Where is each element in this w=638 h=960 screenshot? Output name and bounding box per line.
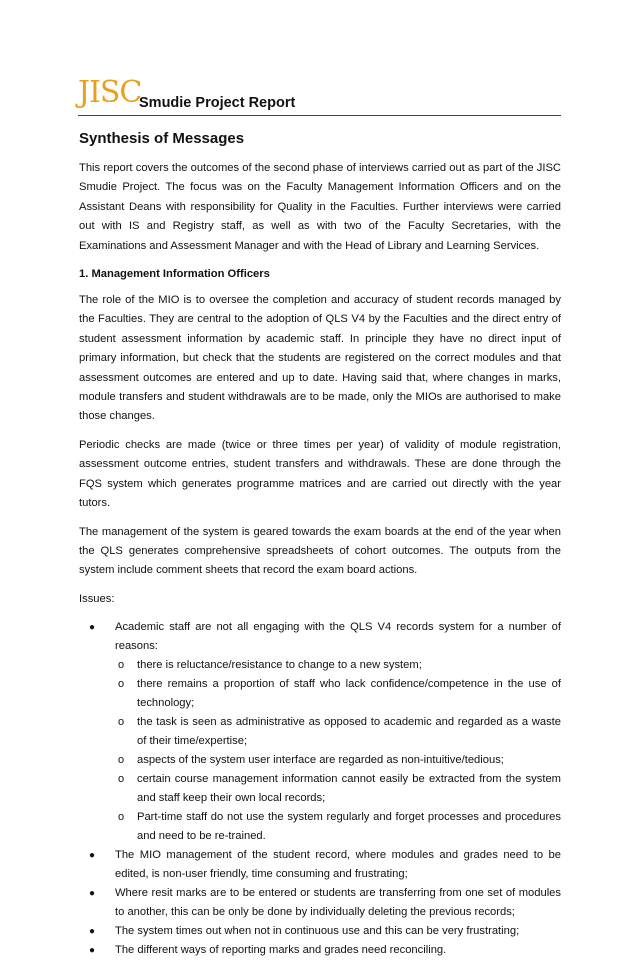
bullet-icon: ● bbox=[89, 622, 96, 634]
bullet-icon: ● bbox=[89, 850, 96, 862]
section-heading: 1. Management Information Officers bbox=[79, 268, 270, 281]
sub-list-item-text: there is reluctance/resistance to change to a new system; bbox=[137, 659, 422, 672]
issues-list bbox=[79, 618, 561, 960]
page-header bbox=[78, 75, 561, 116]
bullet-icon: ● bbox=[89, 945, 96, 957]
body-paragraph-3: The management of the system is geared towards the exam boards at the end of the year when the QLS generates comprehensive spreadsheets of cohort outcomes. The outputs from the system include comment sheets that record the exam board actions. bbox=[79, 525, 561, 577]
circle-bullet-icon: o bbox=[118, 716, 125, 729]
circle-bullet-icon: o bbox=[118, 773, 125, 786]
sub-list-item bbox=[118, 751, 561, 770]
list-item-text: The system times out when not in continuous use and this can be very frustrating; bbox=[115, 925, 520, 938]
sub-list-item-text: aspects of the system user interface are regarded as non-intuitive/tedious; bbox=[137, 754, 504, 767]
list-item bbox=[89, 618, 561, 846]
sub-list-item bbox=[118, 713, 561, 751]
document-body bbox=[79, 129, 561, 960]
sub-list-item-text: there remains a proportion of staff who lack confidence/competence in the use of technology; bbox=[137, 678, 561, 710]
bullet-icon: ● bbox=[89, 888, 96, 900]
circle-bullet-icon: o bbox=[118, 754, 125, 767]
circle-bullet-icon: o bbox=[118, 811, 125, 824]
issues-label: Issues: bbox=[79, 592, 115, 605]
header-divider bbox=[78, 115, 561, 116]
bullet-icon: ● bbox=[89, 926, 96, 938]
body-paragraph-2: Periodic checks are made (twice or three times per year) of validity of module registration, assessment outcome entries, student transfers and withdrawals. These are done through the FQS system which generates programme matrices and are carried out directly with the year tutors. bbox=[79, 438, 561, 510]
sub-list-item-text: the task is seen as administrative as opposed to academic and regarded as a waste of their time/expertise; bbox=[137, 716, 561, 748]
sub-list-item-text: certain course management information cannot easily be extracted from the system and staff keep their own local records; bbox=[137, 773, 561, 805]
jisc-logo: JISC bbox=[78, 75, 142, 110]
body-paragraph-1: The role of the MIO is to oversee the completion and accuracy of student records managed by the Faculties. They are central to the adoption of QLS V4 by the Faculties and the direct entry of student assessment information by academic staff. In principle they have no direct input of primary information, but check that the students are registered on the correct modules and that assessment outcomes are entered and up to date. Having said that, where changes in marks, module transfers and student withdrawals are to be made, only the MIOs are authorised to make those changes. bbox=[79, 294, 561, 423]
sub-list-item bbox=[118, 656, 561, 675]
list-item bbox=[89, 884, 561, 922]
circle-bullet-icon: o bbox=[118, 659, 125, 672]
list-item-text: Where resit marks are to be entered or students are transferring from one set of modules to another, this can be only be done by individually deleting the previous records; bbox=[115, 887, 561, 919]
intro-paragraph: This report covers the outcomes of the second phase of interviews carried out as part of the JISC Smudie Project. The focus was on the Faculty Management Information Officers and on the Assistant Deans with responsibility for Quality in the Faculties. Further interviews were carried out with IS and Registry staff, as well as with two of the Faculty Secretaries, with the Examinations and Assessment Manager and with the Head of Library and Learning Services. bbox=[79, 162, 561, 252]
sub-list-item bbox=[118, 675, 561, 713]
list-item bbox=[89, 941, 561, 960]
sub-list-item bbox=[118, 808, 561, 846]
list-item-text: The MIO management of the student record, where modules and grades need to be edited, is non-user friendly, time consuming and frustrating; bbox=[115, 849, 561, 881]
list-item-text: The different ways of reporting marks and grades need reconciling. bbox=[115, 944, 447, 957]
sub-list-item bbox=[118, 770, 561, 808]
list-item bbox=[89, 922, 561, 941]
sub-list bbox=[115, 656, 561, 846]
circle-bullet-icon: o bbox=[118, 678, 125, 691]
list-item bbox=[89, 846, 561, 884]
list-item-text: Academic staff are not all engaging with the QLS V4 records system for a number of reasons: bbox=[115, 621, 561, 653]
sub-list-item-text: Part-time staff do not use the system regularly and forget processes and procedures and need to be re-trained. bbox=[137, 811, 561, 843]
page-heading: Synthesis of Messages bbox=[79, 130, 245, 147]
report-title: Smudie Project Report bbox=[139, 95, 296, 111]
